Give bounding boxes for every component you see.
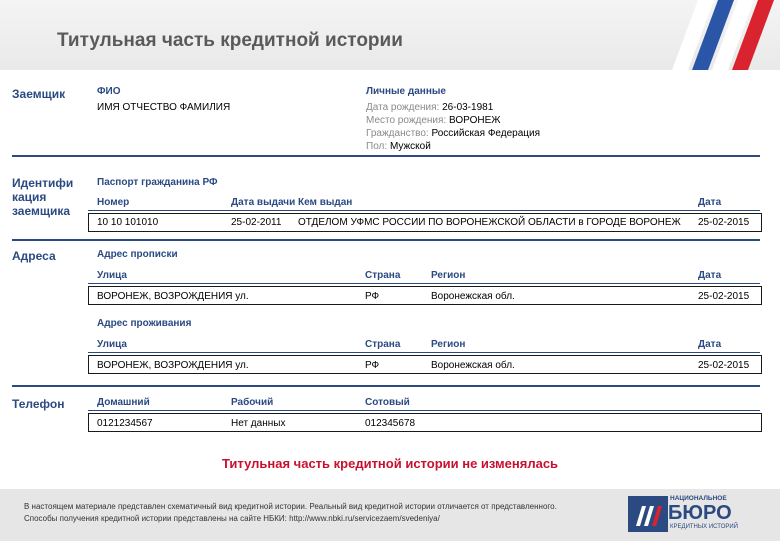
column-header-street: Улица [97,339,127,350]
section-label-phone: Телефон [12,397,65,411]
identification-label-line: кация [12,190,47,204]
logo-text-main: БЮРО [668,502,732,524]
column-header-street: Улица [97,270,127,281]
identification-label-line: Идентифи [12,176,74,190]
column-header-home: Домашний [97,397,150,408]
citizenship-value: Российская Федерация [431,128,541,139]
section-label-addresses: Адреса [12,249,56,263]
registration-country: РФ [365,291,380,302]
sex-label: Пол: [366,141,388,152]
registration-region: Воронежская обл. [431,291,515,302]
sex-value: Мужской [389,141,431,152]
section-label-identification [12,176,73,218]
header-underline [88,410,760,411]
footer-disclaimer: В настоящем материале представлен схематичный вид кредитной истории. Реальный вид кредитной истории отличается от представленного. [24,502,557,511]
birth-date-label: Дата рождения: [366,102,440,113]
passport-number: 10 10 101010 [97,217,159,228]
nbki-logo-icon [628,496,668,532]
identification-label-line: заемщика [12,204,71,218]
column-header-region: Регион [431,270,466,281]
personal-data-header: Личные данные [366,86,446,97]
residence-street: ВОРОНЕЖ, ВОЗРОЖДЕНИЯ ул. [97,360,249,371]
no-changes-notice: Титульная часть кредитной истории не изменялась [221,456,559,471]
column-header-number: Номер [97,197,130,208]
birth-date-row [366,102,493,113]
registration-address-header: Адрес прописки [97,249,178,260]
column-header-country: Страна [365,339,401,350]
logo-text-top: НАЦИОНАЛЬНОЕ [670,495,727,502]
passport-header: Паспорт гражданина РФ [97,177,218,188]
residence-address-header: Адрес проживания [97,318,192,329]
column-header-date: Дата [698,270,722,281]
column-header-country: Страна [365,270,401,281]
birth-place-label: Место рождения: [366,115,447,126]
column-header-date: Дата [698,339,722,350]
birth-date-value: 26-03-1981 [442,102,494,113]
sex-row [366,141,431,152]
section-divider [12,155,760,157]
phone-work: Нет данных [231,418,286,429]
residence-region: Воронежская обл. [431,360,515,371]
flag-stripes-decoration [670,0,780,70]
phone-mobile: 012345678 [365,418,416,429]
fio-header: ФИО [97,86,121,97]
column-header-issued-by: Кем выдан [298,197,353,208]
residence-country: РФ [365,360,380,371]
column-header-work: Рабочий [231,397,274,408]
passport-issued-by: ОТДЕЛОМ УФМС РОССИИ ПО ВОРОНЕЖСКОЙ ОБЛАСТИ в ГОРОДЕ ВОРОНЕЖ [298,217,681,228]
registration-street: ВОРОНЕЖ, ВОЗРОЖДЕНИЯ ул. [97,291,249,302]
section-divider [12,385,760,387]
birth-place-row [366,115,500,126]
column-header-mobile: Сотовый [365,397,410,408]
header-underline [88,352,760,353]
footer-link-text: Способы получения кредитной истории представлены на сайте НБКИ: http://www.nbki.ru/servicezaem/svedeniya/ [24,514,440,523]
header-underline [88,210,760,211]
table-row [88,413,762,432]
citizenship-label: Гражданство: [366,128,429,139]
section-label-borrower: Заемщик [12,87,66,101]
column-header-issue-date: Дата выдачи [231,197,296,208]
logo-text-sub: КРЕДИТНЫХ ИСТОРИЙ [670,524,738,530]
column-header-region: Регион [431,339,466,350]
registration-date: 25-02-2015 [698,291,750,302]
passport-issue-date: 25-02-2011 [231,217,282,228]
birth-place-value: ВОРОНЕЖ [449,115,501,126]
phone-home: 0121234567 [97,418,153,429]
fio-value: ИМЯ ОТЧЕСТВО ФАМИЛИЯ [97,102,231,113]
residence-date: 25-02-2015 [698,360,750,371]
section-divider [12,239,760,241]
header-underline [88,283,760,284]
citizenship-row [366,128,540,139]
page-title: Титульная часть кредитной истории [57,30,403,51]
column-header-date: Дата [698,197,722,208]
passport-date: 25-02-2015 [698,217,750,228]
